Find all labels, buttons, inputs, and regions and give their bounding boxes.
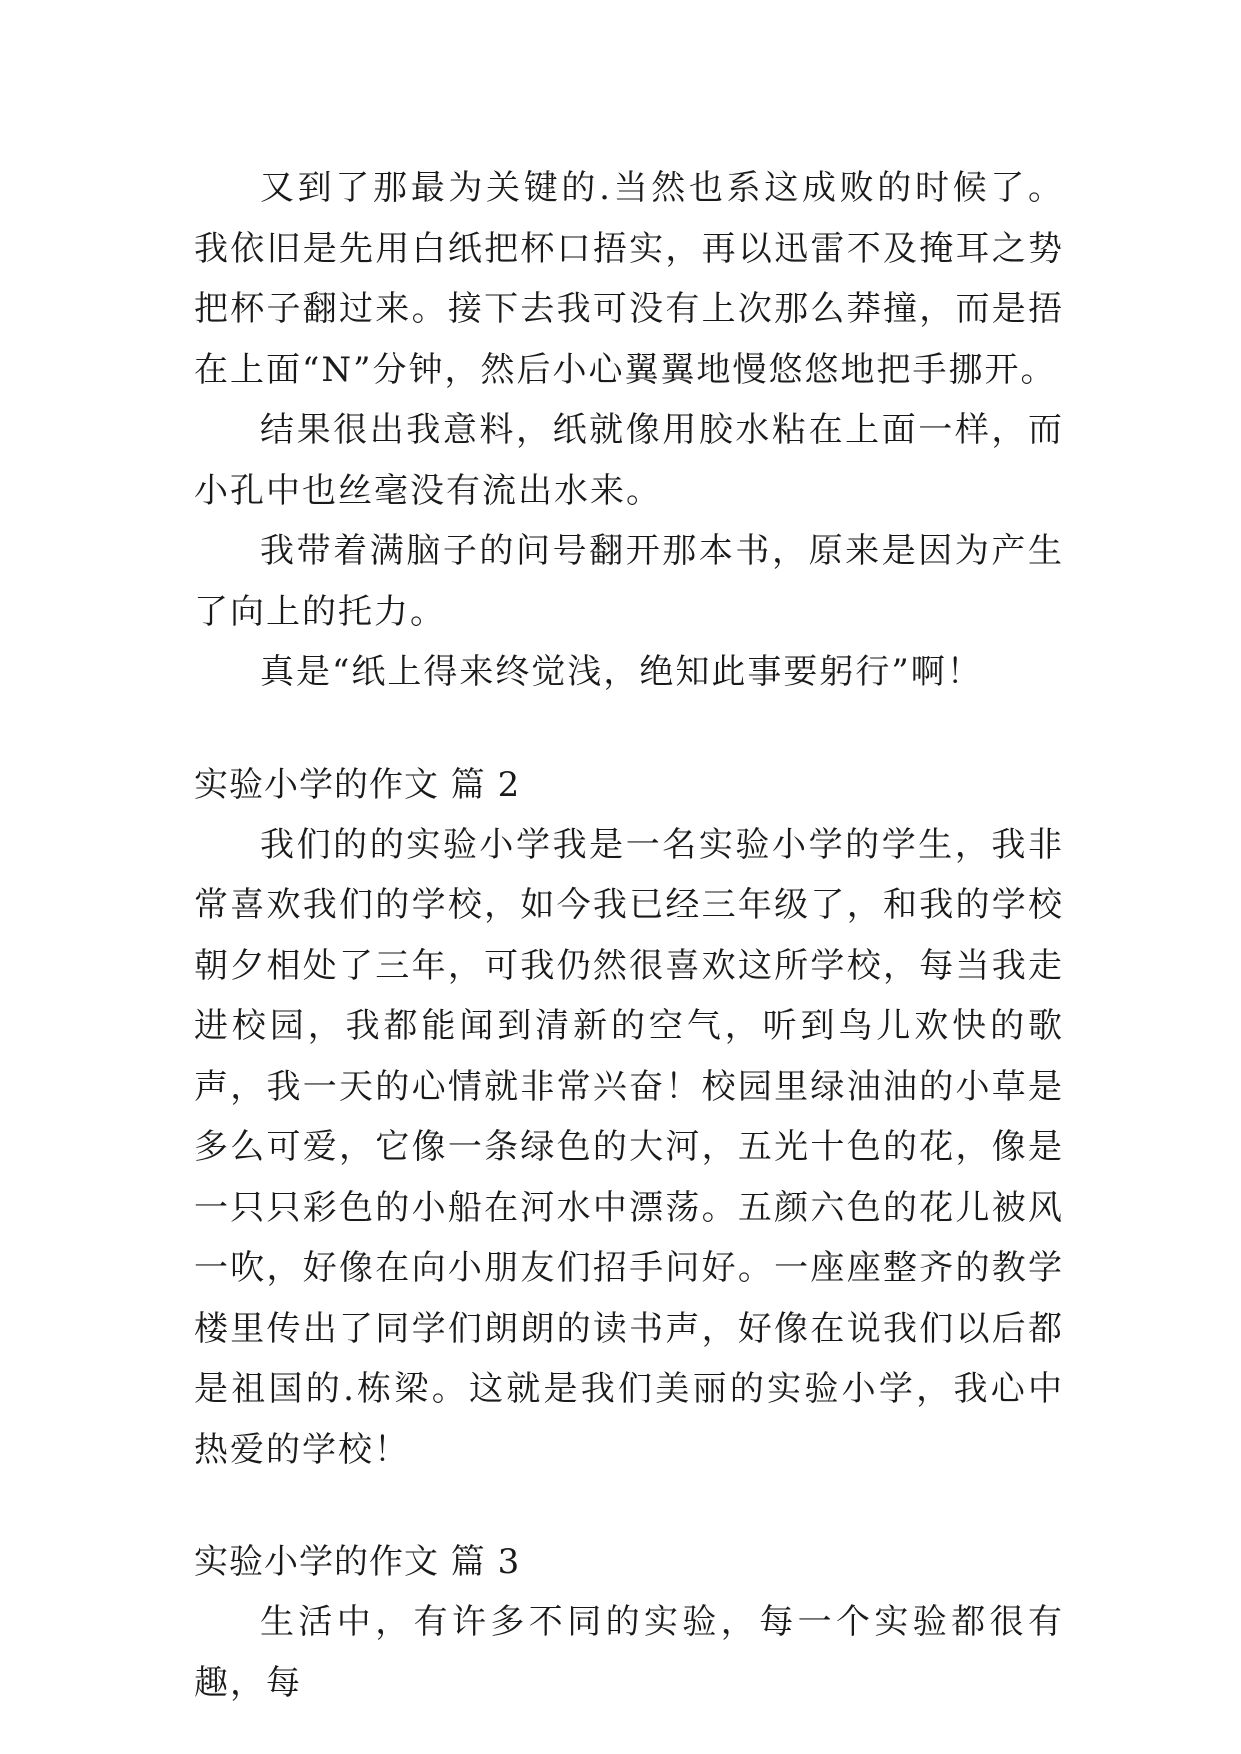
- document-body: [194, 158, 1064, 1713]
- paragraph-book: 我带着满脑子的问号翻开那本书，原来是因为产生了向上的托力。: [194, 531, 1064, 632]
- paragraph-result: 结果很出我意料，纸就像用胶水粘在上面一样，而小孔中也丝毫没有流出水来。: [194, 410, 1064, 511]
- section-3-paragraph: 生活中，有许多不同的实验，每一个实验都很有趣，每: [194, 1602, 1064, 1703]
- paragraph-quote: 真是“纸上得来终觉浅，绝知此事要躬行”啊！: [260, 652, 983, 692]
- section-3-heading: 实验小学的作文 篇 3: [194, 1542, 521, 1582]
- section-2-paragraph: 我们的的实验小学我是一名实验小学的学生，我非常喜欢我们的学校，如今我已经三年级了，和我的学校朝夕相处了三年，可我仍然很喜欢这所学校，每当我走进校园，我都能闻到清新的空气，听到鸟儿欢快的歌声，我一天的心情就非常兴奋！校园里绿油油的小草是多么可爱，它像一条绿色的大河，五光十色的花，像是一只只彩色的小船在河水中漂荡。五颜六色的花儿被风一吹，好像在向小朋友们招手问好。一座座整齐的教学楼里传出了同学们朗朗的读书声，好像在说我们以后都是祖国的.栋梁。这就是我们美丽的实验小学，我心中热爱的学校！: [194, 824, 1064, 1470]
- paragraph-key-moment: 又到了那最为关键的.当然也系这成败的时候了。我依旧是先用白纸把杯口捂实，再以迅雷不及掩耳之势把杯子翻过来。接下去我可没有上次那么莽撞，而是捂在上面“N”分钟，然后小心翼翼地慢悠悠地把手挪开。: [194, 168, 1064, 390]
- section-2-heading: 实验小学的作文 篇 2: [194, 764, 521, 805]
